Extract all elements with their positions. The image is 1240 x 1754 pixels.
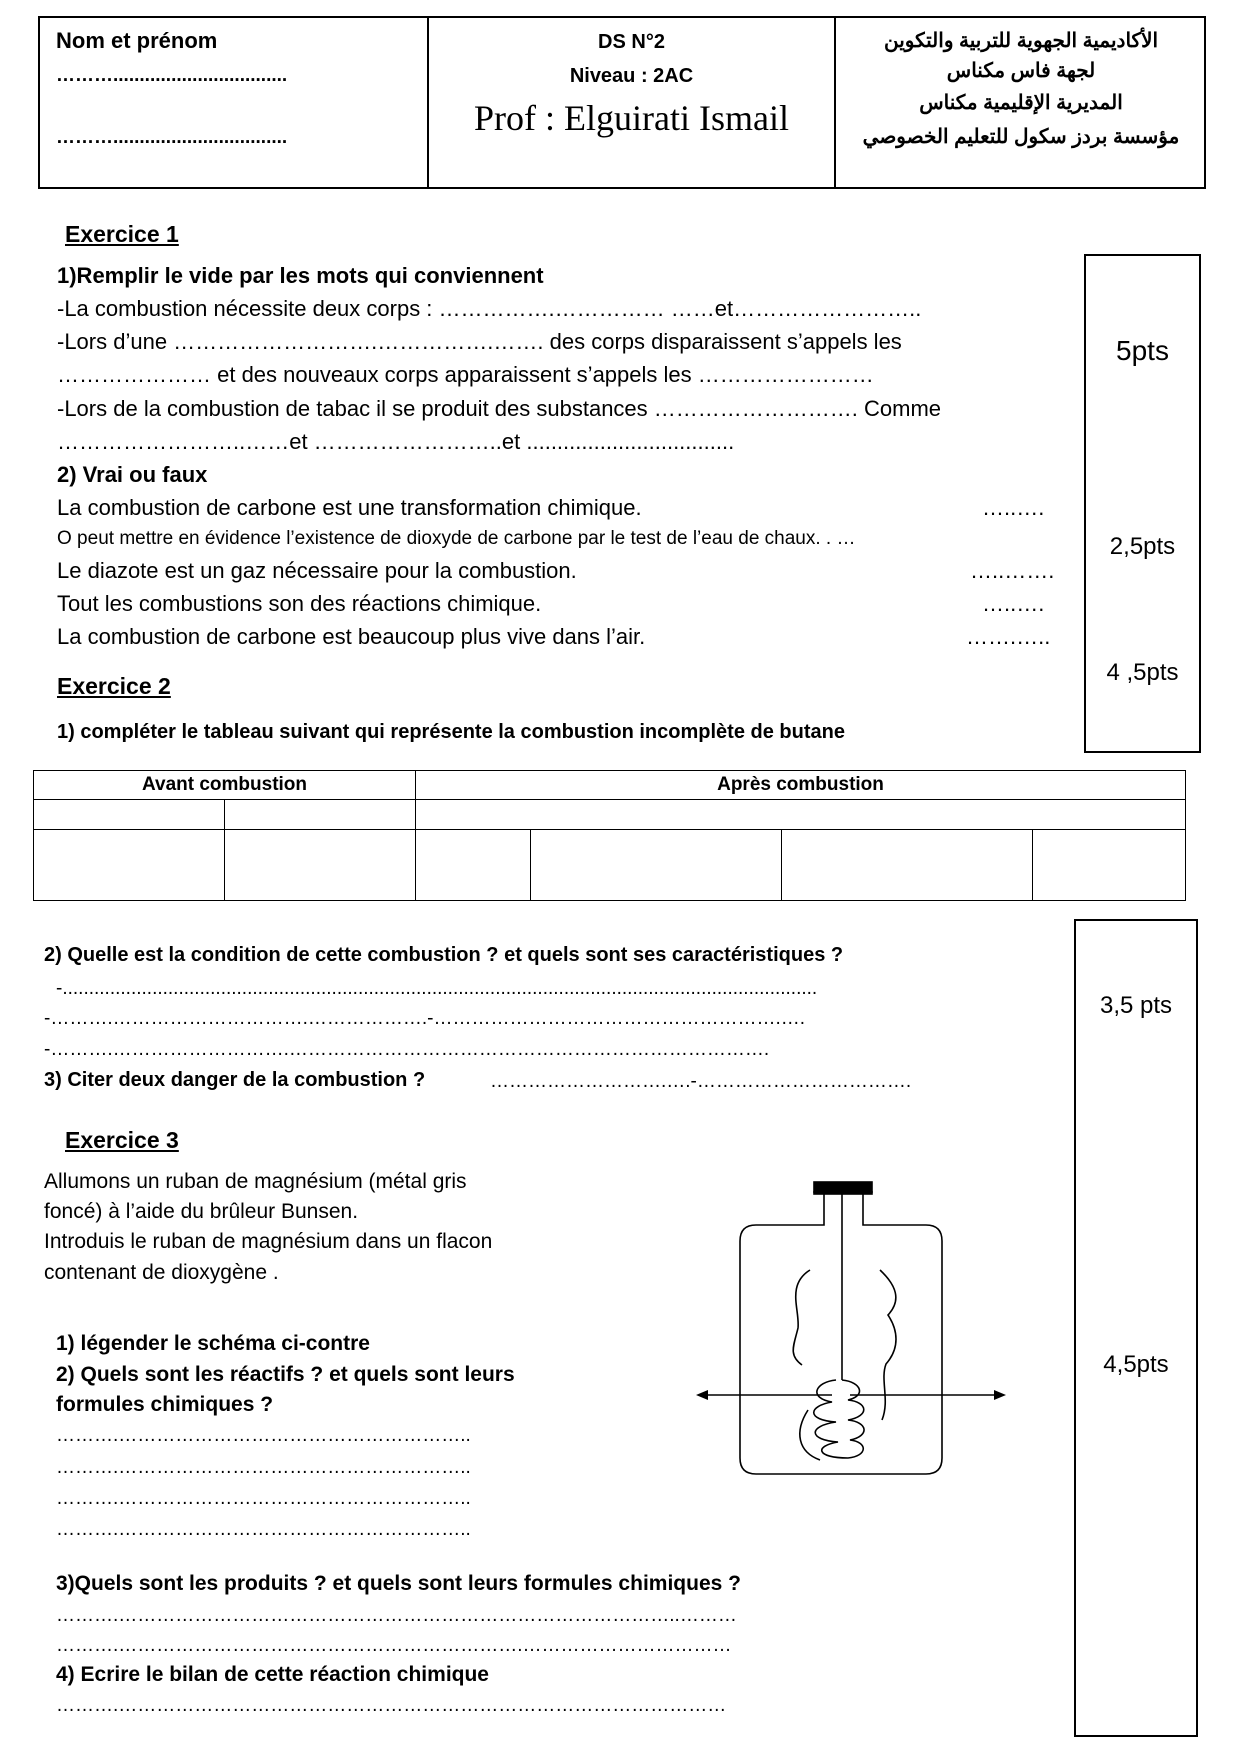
vf-answer-4: …..…. xyxy=(982,591,1045,616)
vf-statement-2: O peut mettre en évidence l’existence de dioxyde de carbone par le test de l’eau de chaux. . … xyxy=(57,528,856,549)
exercise-2-title: Exercice 2 xyxy=(57,673,171,699)
arabic-line-2: لجهة فاس مكناس xyxy=(946,60,1096,82)
table-cell[interactable] xyxy=(782,830,1033,901)
flame-right xyxy=(880,1270,896,1420)
table-cell[interactable] xyxy=(416,800,1186,830)
combustion-table xyxy=(33,770,1186,901)
prof-name: Prof : Elguirati Ismail xyxy=(474,98,789,138)
table-header-before: Avant combustion xyxy=(34,771,416,800)
points-4-5: 4 ,5pts xyxy=(1106,659,1179,686)
flame-left xyxy=(793,1270,810,1365)
ex3-question-2a: 2) Quels sont les réactifs ? et quels sont leurs xyxy=(56,1363,515,1386)
ex2-question-3: 3) Citer deux danger de la combustion ? xyxy=(44,1069,426,1091)
table-cell[interactable] xyxy=(1033,830,1186,901)
ex2-question-3-dots: ……………………….….-……………………………. xyxy=(490,1071,912,1092)
name-dots-2: ………................................. xyxy=(56,127,288,148)
ex3-dots-1: ……….……………………………………………….. xyxy=(56,1425,471,1446)
arabic-line-3: المديرية الإقليمية مكناس xyxy=(919,92,1123,114)
arabic-line-4: مؤسسة بردز سكول للتعليم الخصوصي xyxy=(862,126,1180,148)
vf-statement-4: Tout les combustions son des réactions chimique. xyxy=(57,591,542,616)
exercise-1-title: Exercice 1 xyxy=(65,221,179,247)
ex3-question-1: 1) légender le schéma ci-contre xyxy=(56,1332,370,1355)
vf-statement-1: La combustion de carbone est une transformation chimique. xyxy=(57,495,642,520)
table-cell[interactable] xyxy=(531,830,782,901)
ex3-question-2b: formules chimiques ? xyxy=(56,1393,274,1416)
flask-diagram xyxy=(690,1170,1020,1500)
flask-body xyxy=(740,1194,942,1474)
table-cell[interactable] xyxy=(225,830,416,901)
vf-statement-3: Le diazote est un gaz nécessaire pour la combustion. xyxy=(57,558,577,583)
ex2-dots-3: -……….……………………….…………………………………………………………………. xyxy=(44,1039,770,1060)
ex2-question-2: 2) Quelle est la condition de cette combustion ? et quels sont ses caractéristiques ? xyxy=(44,944,844,966)
ex1-line-4: -Lors de la combustion de tabac il se produit des substances ………………………. Comme xyxy=(57,396,942,421)
arrowhead-right-icon xyxy=(994,1390,1006,1400)
ex2-question-1: 1) compléter le tableau suivant qui représente la combustion incomplète de butane xyxy=(57,721,845,743)
ex3-question-4: 4) Ecrire le bilan de cette réaction chimique xyxy=(56,1663,489,1686)
ex3-question-3: 3)Quels sont les produits ? et quels sont leurs formules chimiques ? xyxy=(56,1572,741,1595)
ex3-dots-7: ……….…………………………………………………………………………………… xyxy=(56,1695,727,1716)
arrowhead-left-icon xyxy=(696,1390,708,1400)
vf-answer-5: …….….. xyxy=(966,624,1051,649)
ex1-question-2: 2) Vrai ou faux xyxy=(57,462,208,487)
ex3-text-2: foncé) à l’aide du brûleur Bunsen. xyxy=(44,1200,359,1223)
name-label: Nom et prénom xyxy=(56,28,218,53)
points-5: 5pts xyxy=(1116,335,1169,366)
ex3-dots-6: ……….……………………………………………………….…………………………… xyxy=(56,1635,732,1656)
magnesium-ribbon xyxy=(814,1380,864,1458)
ex1-line-3: ………………… et des nouveaux corps apparaissent s’appels les …………………… xyxy=(57,362,874,387)
arabic-line-1: الأكاديمية الجهوية للتربية والتكوين xyxy=(883,30,1159,52)
ex3-dots-4: ……….……………………………………………….. xyxy=(56,1519,471,1540)
table-cell[interactable] xyxy=(225,800,416,830)
vf-statement-5: La combustion de carbone est beaucoup plus vive dans l’air. xyxy=(57,624,646,649)
ex1-line-5: ……………………..……et ……………………..et .................................. xyxy=(57,429,735,454)
ex2-dots-1: -............................................................................................................................................... xyxy=(56,978,818,999)
ex3-text-4: contenant de dioxygène . xyxy=(44,1261,279,1284)
vf-answer-1: …..…. xyxy=(982,495,1045,520)
ex3-dots-2: ……….……………………………………………….. xyxy=(56,1457,471,1478)
ex3-text-1: Allumons un ruban de magnésium (métal gris xyxy=(44,1170,467,1193)
ex1-line-1: -La combustion nécessite deux corps : …………….…………… ……et…………………….. xyxy=(57,296,922,321)
table-header-after: Après combustion xyxy=(416,771,1186,800)
ex3-dots-3: ……….……………………………………………….. xyxy=(56,1488,471,1509)
flask-stopper xyxy=(814,1182,872,1192)
ex3-text-3: Introduis le ruban de magnésium dans un flacon xyxy=(44,1230,493,1253)
table-cell[interactable] xyxy=(34,830,225,901)
level: Niveau : 2AC xyxy=(569,65,694,87)
table-cell[interactable] xyxy=(34,800,225,830)
ds-number: DS N°2 xyxy=(598,31,665,53)
name-dots-1: ………................................. xyxy=(56,65,288,86)
exercise-3-title: Exercice 3 xyxy=(65,1127,179,1153)
points-box-2 xyxy=(1074,919,1198,1737)
ex3-dots-5: ……….……………………………………………………………………………..……… xyxy=(56,1605,737,1626)
table-cell[interactable] xyxy=(416,830,531,901)
ex1-question-1: 1)Remplir le vide par les mots qui conviennent xyxy=(57,263,544,288)
points-4-5-ex3: 4,5pts xyxy=(1103,1351,1169,1378)
vf-answer-3: …..……. xyxy=(970,558,1055,583)
points-2-5: 2,5pts xyxy=(1109,533,1176,560)
ex2-dots-2: -……….………………………….……………….-……………………………………………….…. xyxy=(44,1008,806,1029)
ex1-line-2: -Lors d’une ……………………….…………….……. des corps disparaissent s’appels les xyxy=(57,329,902,354)
points-3-5: 3,5 pts xyxy=(1099,992,1173,1019)
